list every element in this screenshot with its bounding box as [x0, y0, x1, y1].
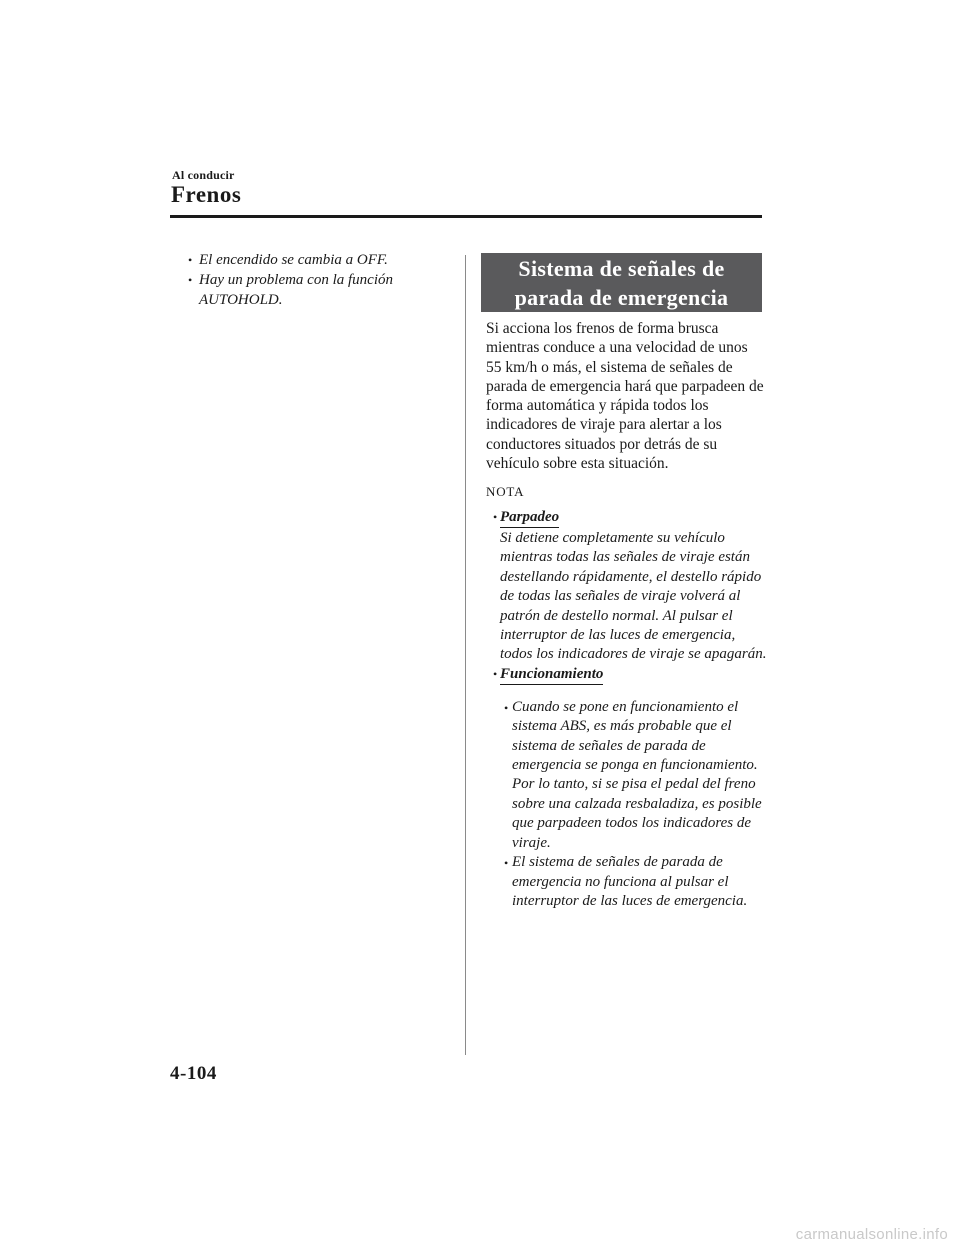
- list-item-text: Hay un problema con la función AUTOHOLD.: [199, 272, 393, 308]
- section-heading: [481, 253, 762, 312]
- note-subitems: [500, 698, 768, 911]
- list-item: [504, 853, 768, 911]
- list-item-text: Cuando se pone en funcionamiento el sistema ABS, es más probable que el sistema de señales de parada de emergencia se ponga en funcionamiento. Por lo tanto, si se pisa el pedal del freno sobre una calzada resbaladiza, es posible que parpadeen todos los indicadores de viraje.: [512, 698, 762, 851]
- bullet-icon: •: [504, 856, 509, 871]
- note-item: [493, 665, 768, 911]
- section-label: Al conducir: [172, 168, 235, 182]
- list-item-text: El sistema de señales de parada de emergencia no funciona al pulsar el interruptor de las luces de emergencia.: [512, 854, 748, 909]
- bullet-icon: •: [493, 666, 498, 681]
- list-item: [186, 250, 446, 270]
- chapter-title: Frenos: [171, 182, 242, 207]
- section-body: Si acciona los frenos de forma brusca mientras conduce a una velocidad de unos 55 km/h o más, el sistema de señales de parada de emergencia hará que parpadeen de forma automática y rápida todos los indicadores de viraje para alertar a los conductores situados por detrás de su vehículo sobre esta situación.: [486, 320, 764, 473]
- watermark: carmanualsonline.info: [795, 1226, 948, 1243]
- page-number: 4-104: [170, 1063, 217, 1084]
- note-title: Parpadeo: [500, 508, 559, 528]
- note-block: [493, 508, 768, 911]
- note-label: NOTA: [486, 484, 525, 499]
- list-item: [504, 698, 768, 853]
- note-title: Funcionamiento: [500, 665, 603, 685]
- bullet-icon: •: [188, 273, 193, 287]
- note-item: [493, 508, 768, 665]
- bullet-icon: •: [188, 253, 193, 267]
- note-text: Si detiene completamente su vehículo mientras todas las señales de viraje están destellando rápidamente, el destello rápido de todas las señales de viraje volverá al patrón de destello normal. Al pulsar el interruptor de las luces de emergencia, todos los indicadores de viraje se apagarán.: [500, 530, 767, 663]
- column-divider: [465, 255, 466, 1055]
- list-item: [186, 270, 446, 310]
- header-rule: [170, 215, 762, 218]
- left-column: [186, 250, 446, 310]
- list-item-text: El encendido se cambia a OFF.: [199, 252, 388, 268]
- bullet-icon: •: [504, 700, 509, 715]
- section-heading-line: Sistema de señales de: [518, 255, 725, 281]
- bullet-icon: •: [493, 510, 498, 524]
- section-heading-line: parada de emergencia: [514, 284, 729, 310]
